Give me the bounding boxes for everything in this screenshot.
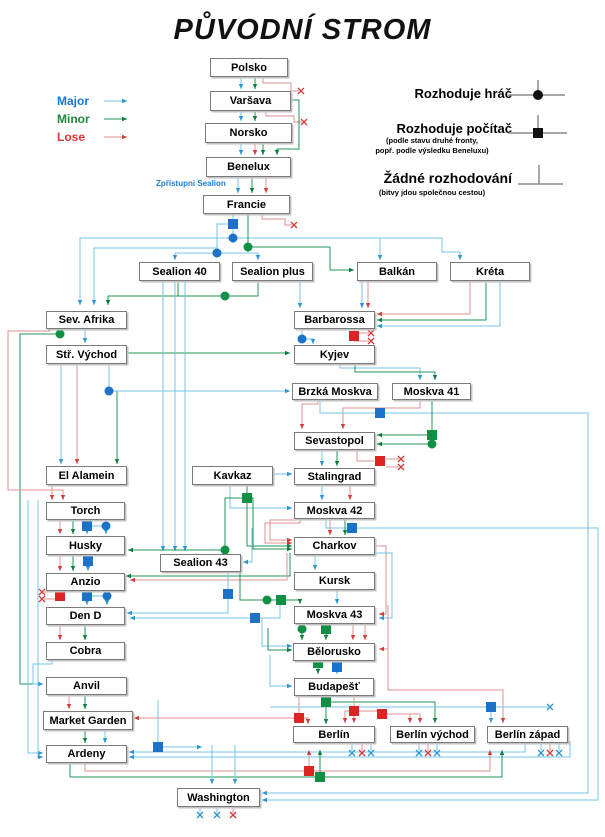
decision-marker-square <box>276 595 286 605</box>
decision-marker-square <box>347 523 357 533</box>
decision-marker-square <box>82 521 92 531</box>
node-marketgarden: Market Garden <box>43 711 133 730</box>
node-sevastopol: Sevastopol <box>294 432 375 450</box>
decision-marker-square <box>55 591 65 601</box>
decision-marker-circle <box>105 387 114 396</box>
decision-marker-circle <box>56 330 65 339</box>
decision-marker-square <box>377 709 387 719</box>
node-torch: Torch <box>46 502 125 520</box>
legend-player-label: Rozhoduje hráč <box>414 86 512 101</box>
node-ardeny: Ardeny <box>46 745 127 763</box>
node-kyjev: Kyjev <box>294 345 375 364</box>
decision-marker-square <box>153 742 163 752</box>
decision-marker-circle <box>263 596 272 605</box>
decision-marker-square <box>294 713 304 723</box>
decision-marker-circle <box>103 592 112 601</box>
legend-none-sub1: (bitvy jdou společnou cestou) <box>378 188 486 197</box>
decision-marker-square <box>321 624 331 634</box>
decision-marker-square <box>315 772 325 782</box>
node-washington: Washington <box>177 788 260 807</box>
node-brzkamoskva: Brzká Moskva <box>292 383 378 400</box>
node-sevafrika: Sev. Afrika <box>46 311 127 329</box>
node-anvil: Anvil <box>46 677 127 695</box>
decision-marker-square <box>228 219 238 229</box>
decision-marker-square <box>332 662 342 672</box>
decision-marker-square <box>242 493 252 503</box>
node-kursk: Kursk <box>294 572 375 590</box>
node-strvychod: Stř. Východ <box>46 345 127 364</box>
decision-marker-circle <box>298 625 307 634</box>
node-cobra: Cobra <box>46 642 125 660</box>
decision-marker-circle <box>298 335 307 344</box>
decision-marker-square <box>321 697 331 707</box>
legend-none-label: Žádné rozhodování <box>383 170 512 186</box>
decision-marker-circle <box>244 243 253 252</box>
node-stalingrad: Stalingrad <box>294 468 375 485</box>
decision-marker-circle <box>428 440 437 449</box>
no-decision-icon <box>503 163 573 193</box>
decision-marker-circle <box>221 292 230 301</box>
decision-marker-square <box>349 706 359 716</box>
sealion-unlock-note: Zpřístupni Sealion <box>156 179 226 188</box>
decision-marker-circle <box>102 522 111 531</box>
legend-major-label: Major <box>57 94 90 108</box>
node-moskva43: Moskva 43 <box>294 606 375 624</box>
node-elalamein: El Alamein <box>46 466 127 485</box>
decision-marker-square <box>83 556 93 566</box>
decision-marker-circle <box>229 234 238 243</box>
computer-decision-icon <box>503 113 573 147</box>
node-sealionplus: Sealion plus <box>232 262 313 281</box>
decision-marker-square <box>375 456 385 466</box>
legend-lose-label: Lose <box>57 130 86 144</box>
node-benelux: Benelux <box>206 157 291 177</box>
legend-computer-label: Rozhoduje počítač <box>396 121 512 136</box>
node-balkan: Balkán <box>357 262 437 281</box>
node-kreta: Kréta <box>450 262 530 281</box>
node-moskva42: Moskva 42 <box>294 502 375 519</box>
node-kavkaz: Kavkaz <box>192 466 273 485</box>
page-title: PŮVODNÍ STROM <box>173 14 432 46</box>
legend-computer-sub1: (podle stavu druhé fronty, <box>386 136 478 145</box>
decision-marker-square <box>223 589 233 599</box>
node-berlinvychod: Berlín východ <box>390 726 475 743</box>
node-varsava: Varšava <box>210 91 291 111</box>
node-anzio: Anzio <box>46 573 125 591</box>
decision-marker-square <box>427 430 437 440</box>
decision-marker-square <box>486 702 496 712</box>
node-moskva41: Moskva 41 <box>392 383 471 400</box>
decision-marker-square <box>82 591 92 601</box>
node-sealion43: Sealion 43 <box>160 554 241 572</box>
decision-marker-square <box>349 331 359 341</box>
decision-marker-square <box>375 408 385 418</box>
node-norsko: Norsko <box>205 123 292 143</box>
decision-marker-square <box>304 766 314 776</box>
node-barbarossa: Barbarossa <box>294 311 375 329</box>
node-berlinzapad: Berlín západ <box>487 726 568 743</box>
decision-marker-square <box>250 613 260 623</box>
node-francie: Francie <box>203 195 290 214</box>
node-sealion40: Sealion 40 <box>139 262 220 281</box>
node-budapest: Budapešť <box>294 678 374 696</box>
node-berlin: Berlín <box>293 726 375 743</box>
legend-minor-label: Minor <box>57 112 90 126</box>
decision-marker-circle <box>213 249 222 258</box>
node-husky: Husky <box>46 536 125 555</box>
node-dend: Den D <box>46 607 125 625</box>
legend-computer-sub2: popř. podle výsledku Beneluxu) <box>375 146 489 155</box>
player-decision-icon <box>503 78 573 108</box>
node-charkov: Charkov <box>294 537 375 555</box>
node-polsko: Polsko <box>210 58 288 77</box>
node-belorusko: Bělorusko <box>293 643 375 661</box>
